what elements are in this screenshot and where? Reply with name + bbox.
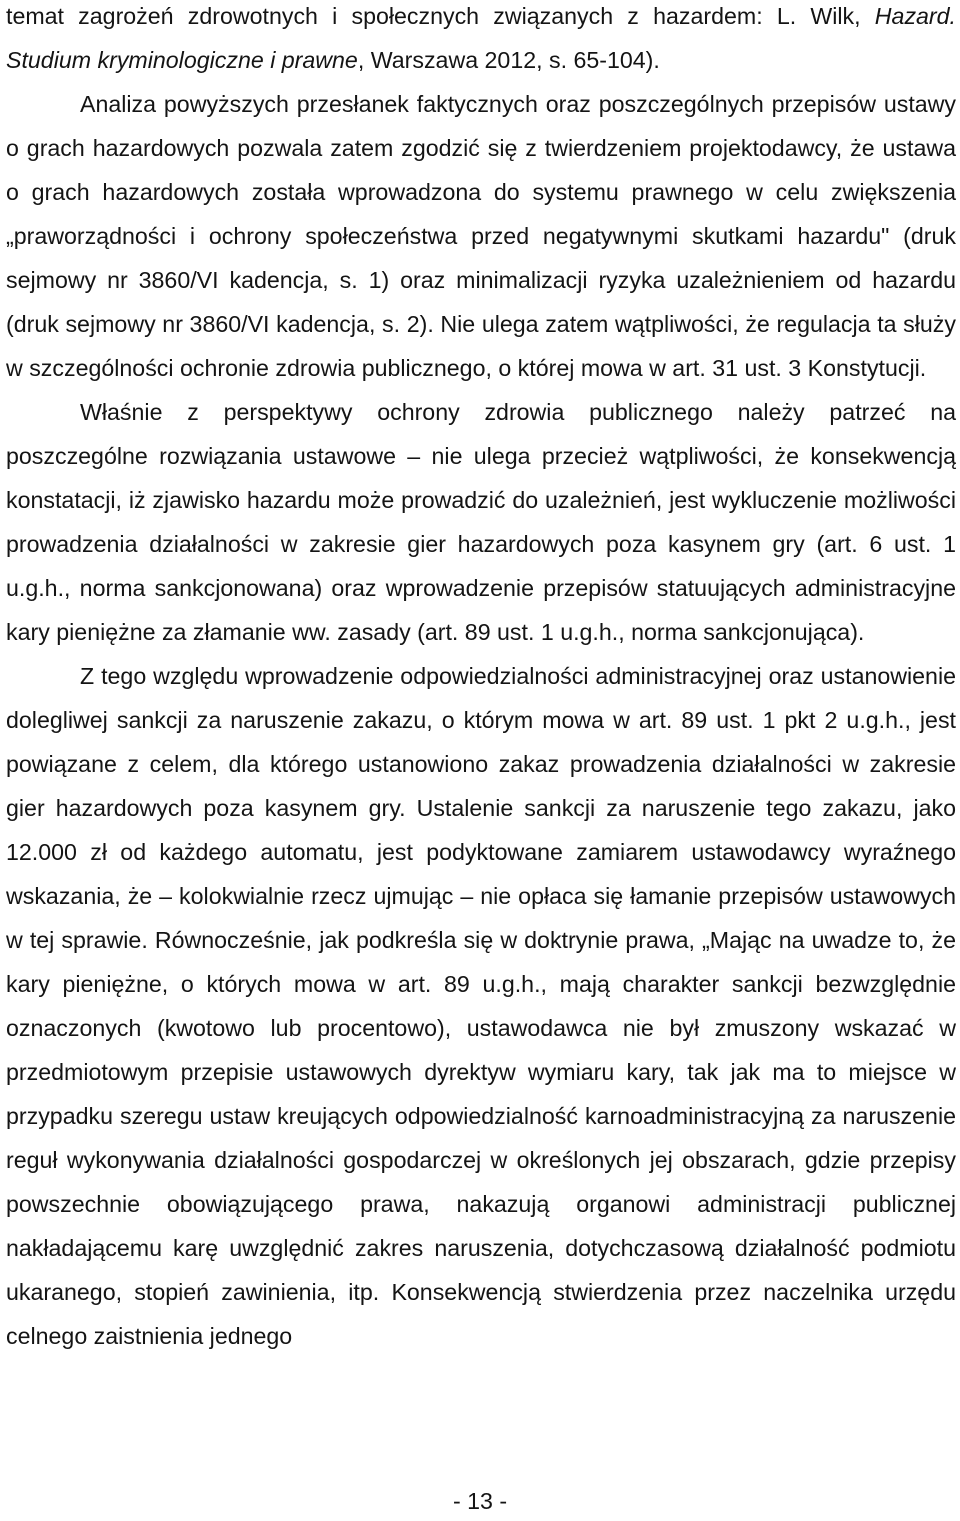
paragraph-text-before: temat zagrożeń zdrowotnych i społecznych związanych z hazardem: L. Wilk, xyxy=(6,3,875,29)
paragraph-analysis: Analiza powyższych przesłanek faktycznych oraz poszczególnych przepisów ustawy o grach hazardowych pozwala zatem zgodzić się z twierdzeniem projektodawcy, że ustawa o grach hazardowych została wprowadzona do systemu prawnego w celu zwiększenia „praworządności i ochrony społeczeństwa przed negatywnymi skutkami hazardu" (druk sejmowy nr 3860/VI kadencja, s. 1) oraz minimalizacji ryzyka uzależnieniem od hazardu (druk sejmowy nr 3860/VI kadencja, s. 2). Nie ulega zatem wątpliwości, że regulacja ta służy w szczególności ochronie zdrowia publicznego, o której mowa w art. 31 ust. 3 Konstytucji. xyxy=(6,91,956,381)
document-page xyxy=(6,0,956,1358)
paragraph-public-health: Właśnie z perspektywy ochrony zdrowia publicznego należy patrzeć na poszczególne rozwiązania ustawowe – nie ulega przecież wątpliwości, że konsekwencją konstatacji, iż zjawisko hazardu może prowadzić do uzależnień, jest wykluczenie możliwości prowadzenia działalności w zakresie gier hazardowych poza kasynem gry (art. 6 ust. 1 u.g.h., norma sankcjonowana) oraz wprowadzenie przepisów statuujących administracyjne kary pieniężne za złamanie ww. zasady (art. 89 ust. 1 u.g.h., norma sankcjonująca). xyxy=(6,399,956,645)
page-number: - 13 - xyxy=(452,1488,508,1514)
paragraph-administrative-liability: Z tego względu wprowadzenie odpowiedzialności administracyjnej oraz ustanowienie dolegliwej sankcji za naruszenie zakazu, o którym mowa w art. 89 ust. 1 pkt 2 u.g.h., jest powiązane z celem, dla którego ustanowiono zakaz prowadzenia działalności w zakresie gier hazardowych poza kasynem gry. Ustalenie sankcji za naruszenie tego zakazu, jako 12.000 zł od każdego automatu, jest podyktowane zamiarem ustawodawcy wyraźnego wskazania, że – kolokwialnie rzecz ujmując – nie opłaca się łamanie przepisów ustawowych w tej sprawie. Równocześnie, jak podkreśla się w doktrynie prawa, „Mając na uwadze to, że kary pieniężne, o których mowa w art. 89 u.g.h., mają charakter sankcji bezwzględnie oznaczonych (kwotowo lub procentowo), ustawodawca nie był zmuszony wskazać w przedmiotowym przepisie ustawowych dyrektyw wymiaru kary, tak jak ma to miejsce w przypadku szeregu ustaw kreujących odpowiedzialność karnoadministracyjną za naruszenie reguł wykonywania działalności gospodarczej w określonych jej obszarach, gdzie przepisy powszechnie obowiązującego prawa, nakazują organowi administracji publicznej nakładającemu karę uwzględnić zakres naruszenia, dotychczasową działalność podmiotu ukaranego, stopień zawinienia, itp. Konsekwencją stwierdzenia przez naczelnika urzędu celnego zaistnienia jednego xyxy=(6,663,956,1349)
paragraph-text-after: , Warszawa 2012, s. 65-104). xyxy=(357,47,660,73)
paragraph-footnote-continuation xyxy=(6,0,956,82)
book-title-italic: Hazard. Studium kryminologiczne i prawne xyxy=(6,3,956,73)
